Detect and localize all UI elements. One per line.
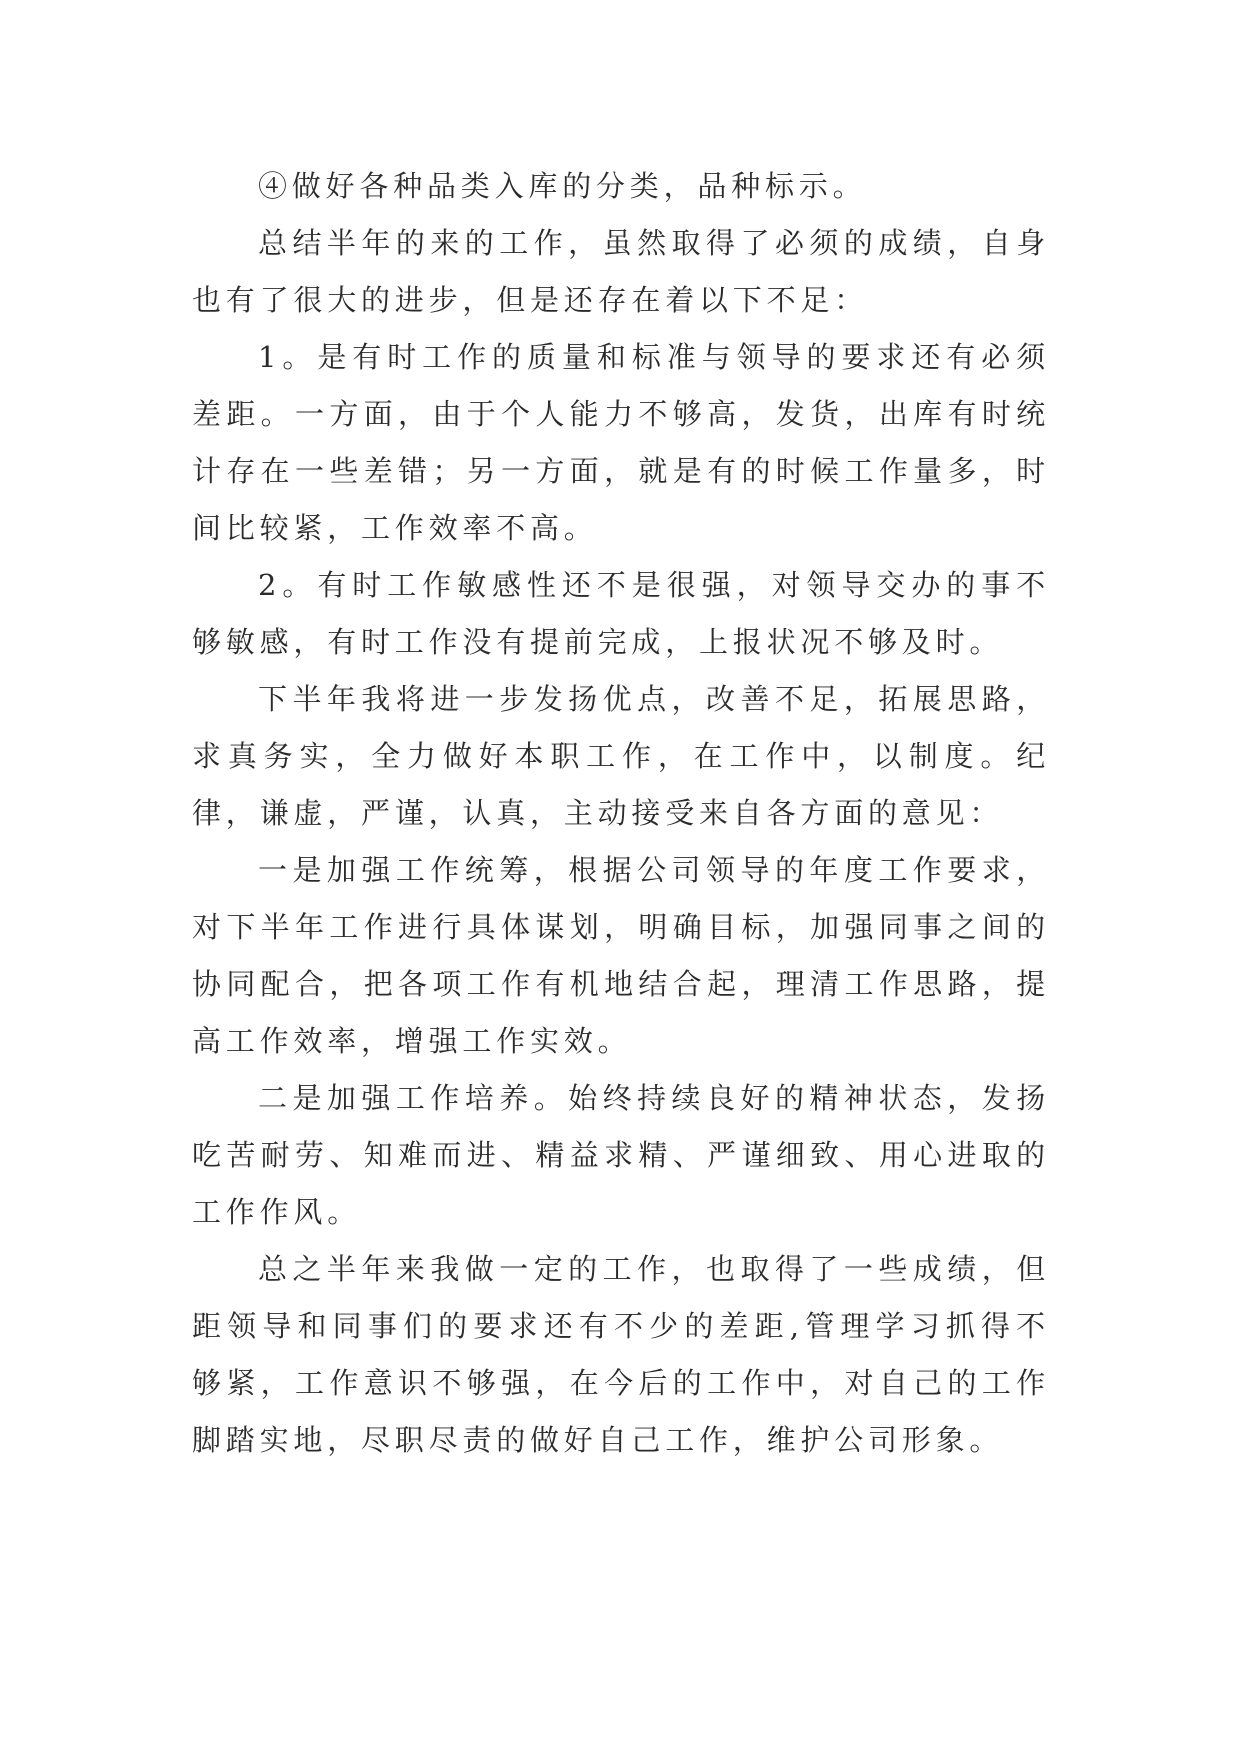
paragraph-3: 1。是有时工作的质量和标准与领导的要求还有必须差距。一方面，由于个人能力不够高，发货，出库有时统计存在一些差错；另一方面，就是有的时候工作量多，时间比较紧，工作效率不高。 bbox=[192, 340, 1050, 545]
paragraph-5: 下半年我将进一步发扬优点，改善不足，拓展思路，求真务实，全力做好本职工作，在工作中，以制度。纪律，谦虚，严谨，认真，主动接受来自各方面的意见： bbox=[192, 682, 1050, 830]
paragraph-7: 二是加强工作培养。始终持续良好的精神状态，发扬吃苦耐劳、知难而进、精益求精、严谨细致、用心进取的工作作风。 bbox=[192, 1081, 1050, 1229]
paragraph-4: 2。有时工作敏感性还不是很强，对领导交办的事不够敏感，有时工作没有提前完成，上报状况不够及时。 bbox=[192, 568, 1050, 659]
paragraph-2: 总结半年的来的工作，虽然取得了必须的成绩，自身也有了很大的进步，但是还存在着以下不足： bbox=[192, 226, 1050, 317]
document-body bbox=[192, 158, 1050, 1469]
paragraph-1: ④做好各种品类入库的分类，品种标示。 bbox=[258, 169, 867, 203]
paragraph-6: 一是加强工作统筹，根据公司领导的年度工作要求，对下半年工作进行具体谋划，明确目标，加强同事之间的协同配合，把各项工作有机地结合起，理清工作思路，提高工作效率，增强工作实效。 bbox=[192, 853, 1050, 1058]
paragraph-8: 总之半年来我做一定的工作，也取得了一些成绩，但距领导和同事们的要求还有不少的差距,管理学习抓得不够紧，工作意识不够强，在今后的工作中，对自己的工作脚踏实地，尽职尽责的做好自己工作，维护公司形象。 bbox=[192, 1252, 1050, 1457]
